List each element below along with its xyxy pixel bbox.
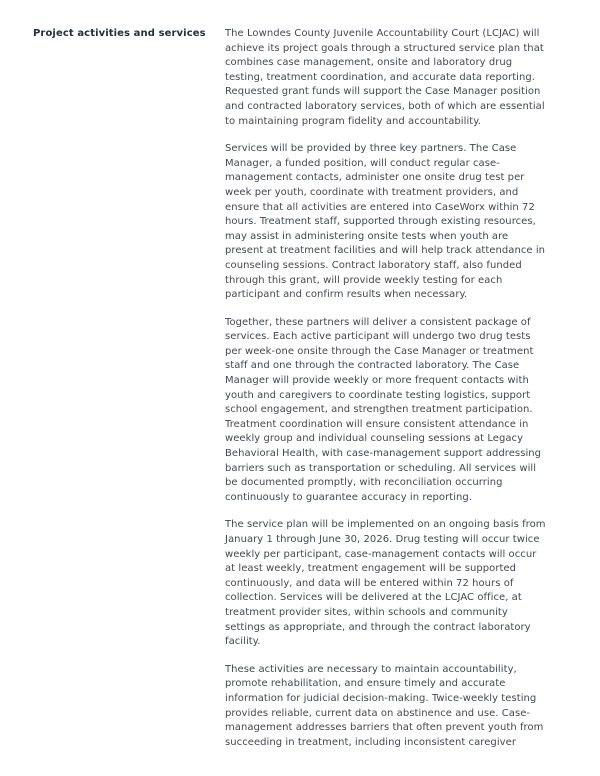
answer-paragraph-1: The Lowndes County Juvenile Accountability Court (LCJAC) will achieve its project goals through a structured service plan that combines case management, onsite and laboratory drug testing, treatment coordination, and accurate data reporting. Requested grant funds will support the Case Manager position and contracted laboratory services, both of which are essential to maintaining program fidelity and accountability.	[225, 28, 545, 127]
answer-paragraph-4: The service plan will be implemented on an ongoing basis from January 1 through June 30, 2026. Drug testing will occur twice weekly per participant, case-management contacts will occur at least weekly, treatment engagement will be supported continuously, and data will be entered within 72 hours of collection. Services will be delivered at the LCJAC office, at treatment provider sites, within schools and community settings as appropriate, and through the contract laboratory facility.	[225, 519, 546, 648]
field-answer	[225, 27, 547, 750]
answer-paragraph-5: These activities are necessary to maintain accountability, promote rehabilitation, and ensure timely and accurate information for judicial decision-making. Twice-weekly testing provides reliable, current data on abstinence and use. Case-management addresses barriers that often prevent youth from succeeding in treatment, including inconsistent caregiver	[225, 663, 544, 748]
field-label: Project activities and services	[33, 28, 206, 39]
answer-paragraph-2: Services will be provided by three key partners. The Case Manager, a funded position, will conduct regular case-management contacts, administer one onsite drug test per week per youth, coordinate with treatment providers, and ensure that all activities are entered into CaseWorx within 72 hours. Treatment staff, supported through existing resources, may assist in administering onsite tests when youth are present at treatment facilities and will help track attendance in counseling sessions. Contract laboratory staff, also funded through this grant, will provide weekly testing for each participant and confirm results when necessary.	[225, 143, 546, 301]
answer-paragraph-3: Together, these partners will deliver a consistent package of services. Each active participant will undergo two drug tests per week-one onsite through the Case Manager or treatment staff and one through the contracted laboratory. The Case Manager will provide weekly or more frequent contacts with youth and caregivers to coordinate testing logistics, support school engagement, and strengthen treatment participation. Treatment coordination will ensure consistent attendance in weekly group and individual counseling sessions at Legacy Behavioral Health, with case-management support addressing barriers such as transportation or scheduling. All services will be documented promptly, with reconciliation occurring continuously to guarantee accuracy in reporting.	[225, 316, 542, 503]
